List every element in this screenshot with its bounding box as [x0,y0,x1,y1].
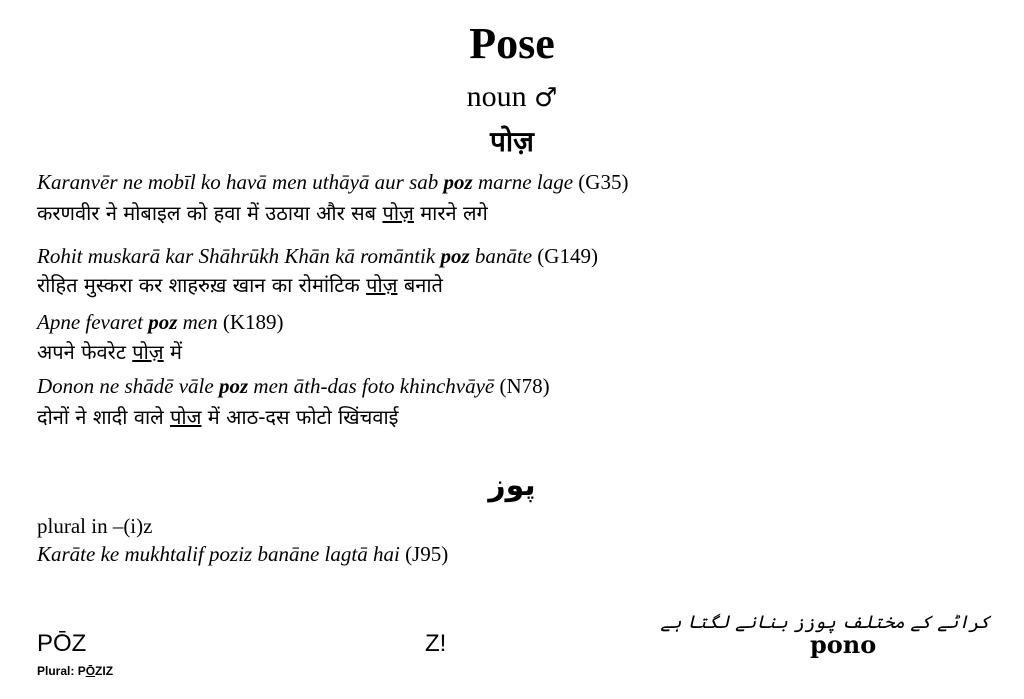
example-roman-4: Donon ne shādē vāle poz men āth-das foto khinchvāyē (N78) [37,374,550,398]
footer-right-word: pono [810,630,877,659]
example-roman-2: Rohit muskarā kar Shāhrūkh Khān kā romāntik poz banāte (G149) [37,244,598,268]
urdu-example-script: کراٹے کے مختلف پوزز بنانے لگتا ہے [660,612,990,633]
headword: Pose [469,19,555,68]
footer-left-word: PŌZ [37,630,87,657]
example-hindi-3: अपने फेवरेट पोज़ में [37,340,182,364]
male-symbol-icon: ♂ [534,83,558,113]
hindi-headword: पोज़ [490,125,534,158]
urdu-headword: پوز [488,468,536,503]
example-roman-3: Apne fevaret poz men (K189) [37,310,284,334]
footer-plural: Plural: PŌZIZ [37,664,114,678]
urdu-example-roman: Karāte ke mukhtalif poziz banāne lagtā hai (J95) [37,542,449,566]
example-hindi-1: करणवीर ने मोबाइल को हवा में उठाया और सब पोज़ मारने लगे [37,201,488,225]
part-of-speech-label: noun [466,80,527,113]
example-roman-1: Karanvēr ne mobīl ko havā men uthāyā aur sab poz marne lage (G35) [37,170,629,194]
plural-note: plural in –(i)z [37,514,153,538]
footer-middle-word: Z! [425,630,447,657]
example-hindi-2: रोहित मुस्करा कर शाहरुख़ खान का रोमांटिक पोज़ बनाते [37,273,443,297]
example-hindi-4: दोनों ने शादी वाले पोज में आठ-दस फोटो खिंचवाई [37,405,399,429]
part-of-speech [0,80,1024,114]
